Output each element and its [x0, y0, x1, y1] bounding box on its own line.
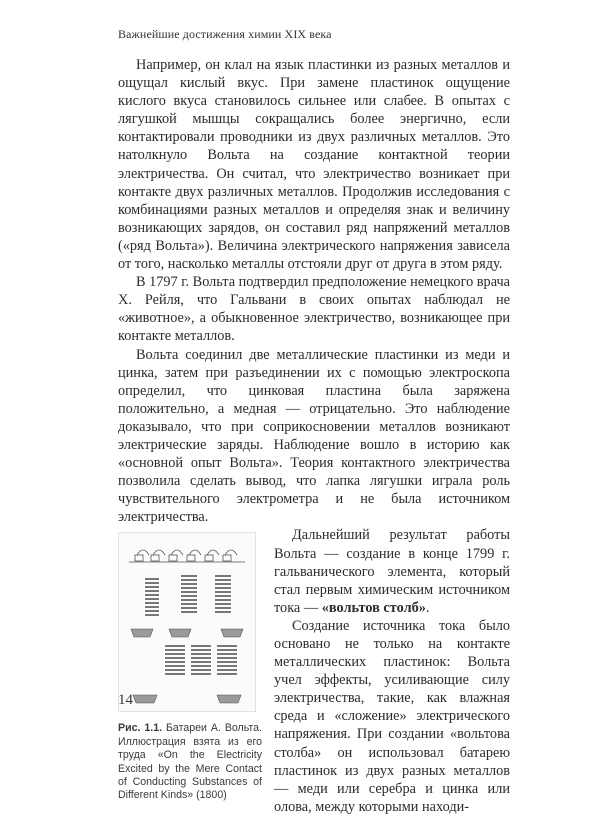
paragraph-3 [118, 346, 510, 527]
page-number: 14 [118, 692, 133, 708]
figure [118, 532, 262, 802]
figure-caption [118, 722, 262, 802]
paragraph-5: Создание источника тока было основано не только на контакте металлических пластинок: Вольта учел эффекты, усиливающие силу электричества, такие, как влажная среда и «сложение» электрического напряжения. При создании «вольтова столба» он использовал батарею пластинок из двух разных металлов — меди или серебра и цинка или олова, между которыми находи- [274, 617, 510, 815]
paragraph-1: Например, он клал на язык пластинки из разных металлов и ощущал кислый вкус. При замене пластинок ощущение кислого вкуса становилось сильнее или слабее. В опытах с лягушкой мышцы сокращались более энергично, если контактировали проводники из двух различных металлов. Это натолкнуло Вольта на создание контактной теории электричества. Он считал, что электричество возникает при контакте двух различных металлов. Продолжив исследования с комбинациями разных металлов и определяя знак и величину возникающих зарядов, он составил ряд напряжений металлов («ряд Вольта»). Величина электрического напряжения зависела от того, насколько металлы отстояли друг от друга в этом ряду. [118, 57, 510, 273]
body-text [118, 56, 510, 816]
figure-label: Рис. 1.1. [118, 722, 163, 735]
volta-battery-illustration [118, 532, 256, 712]
paragraph-2: В 1797 г. Вольта подтвердил предположение немецкого врача Х. Рейля, что Гальвани в своих опытах наблюдал не «животное», а обыкновенное электричество, возникающее при контакте металлов. [118, 274, 511, 345]
paragraph-4-before: Дальнейший результат работы Вольта — создание в конце 1799 г. гальванического элемента, который стал первым химическим источником тока — [274, 527, 510, 616]
running-header: Важнейшие достижения химии XIX века [118, 27, 332, 41]
figure-caption-text: Батареи А. Вольта. Иллюстрация взята из его труда «On the Electricity Excited by the Mere Contact of Conducting Substances of Different Kinds» (1800) [118, 722, 262, 802]
paragraph-4-after: . [425, 599, 430, 616]
paragraph-3-text: Вольта соединил две металлические пластинки из меди и цинка, затем при разъединении их с помощью электроскопа определил, что цинковая пластина была заряжена положительно, а медная — отрицательно. Это наблюдение доказывало, что при соприкосновении металлов возникают электрические заряды. Наблюдение вошло в историю как «основной опыт Вольта». Теория контактного электричества позволила сделать вывод, что лапка лягушки играла роль чувствительного электрометра и не была источником электричества. [118, 346, 510, 526]
voltaic-pile-term: «вольтов столб» [321, 599, 426, 616]
